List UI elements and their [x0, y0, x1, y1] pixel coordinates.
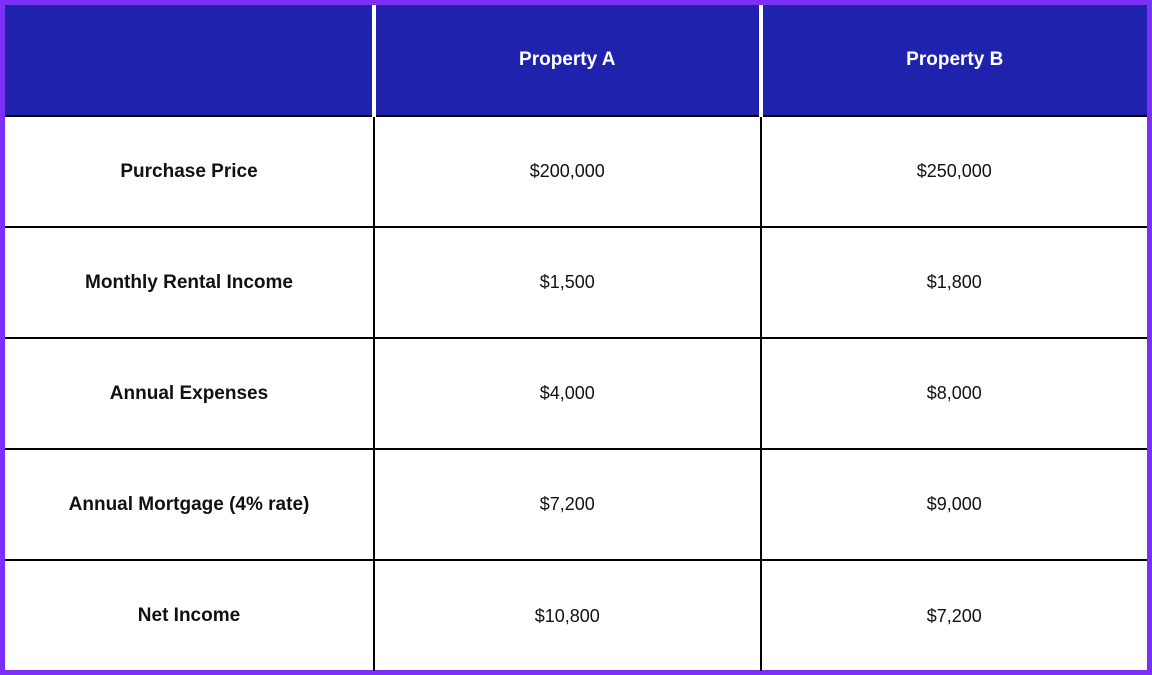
cell-purchase-price-property-b: $250,000 [761, 116, 1148, 227]
header-corner-cell [5, 5, 374, 116]
table-row [5, 449, 1147, 560]
row-label-annual-mortgage: Annual Mortgage (4% rate) [5, 449, 374, 560]
table-row [5, 560, 1147, 671]
table-row [5, 116, 1147, 227]
cell-net-income-property-a: $10,800 [374, 560, 761, 671]
row-label-purchase-price: Purchase Price [5, 116, 374, 227]
cell-purchase-price-property-a: $200,000 [374, 116, 761, 227]
row-label-monthly-rental-income: Monthly Rental Income [5, 227, 374, 338]
header-property-a: Property A [374, 5, 761, 116]
header-row [5, 5, 1147, 116]
cell-net-income-property-b: $7,200 [761, 560, 1148, 671]
row-label-net-income: Net Income [5, 560, 374, 671]
cell-annual-expenses-property-a: $4,000 [374, 338, 761, 449]
table-row [5, 227, 1147, 338]
table-header [5, 5, 1147, 116]
row-label-annual-expenses: Annual Expenses [5, 338, 374, 449]
property-comparison-table [5, 5, 1147, 671]
cell-annual-mortgage-property-a: $7,200 [374, 449, 761, 560]
cell-monthly-rental-income-property-b: $1,800 [761, 227, 1148, 338]
table-body [5, 116, 1147, 671]
cell-annual-expenses-property-b: $8,000 [761, 338, 1148, 449]
table-row [5, 338, 1147, 449]
cell-monthly-rental-income-property-a: $1,500 [374, 227, 761, 338]
header-property-b: Property B [761, 5, 1148, 116]
cell-annual-mortgage-property-b: $9,000 [761, 449, 1148, 560]
